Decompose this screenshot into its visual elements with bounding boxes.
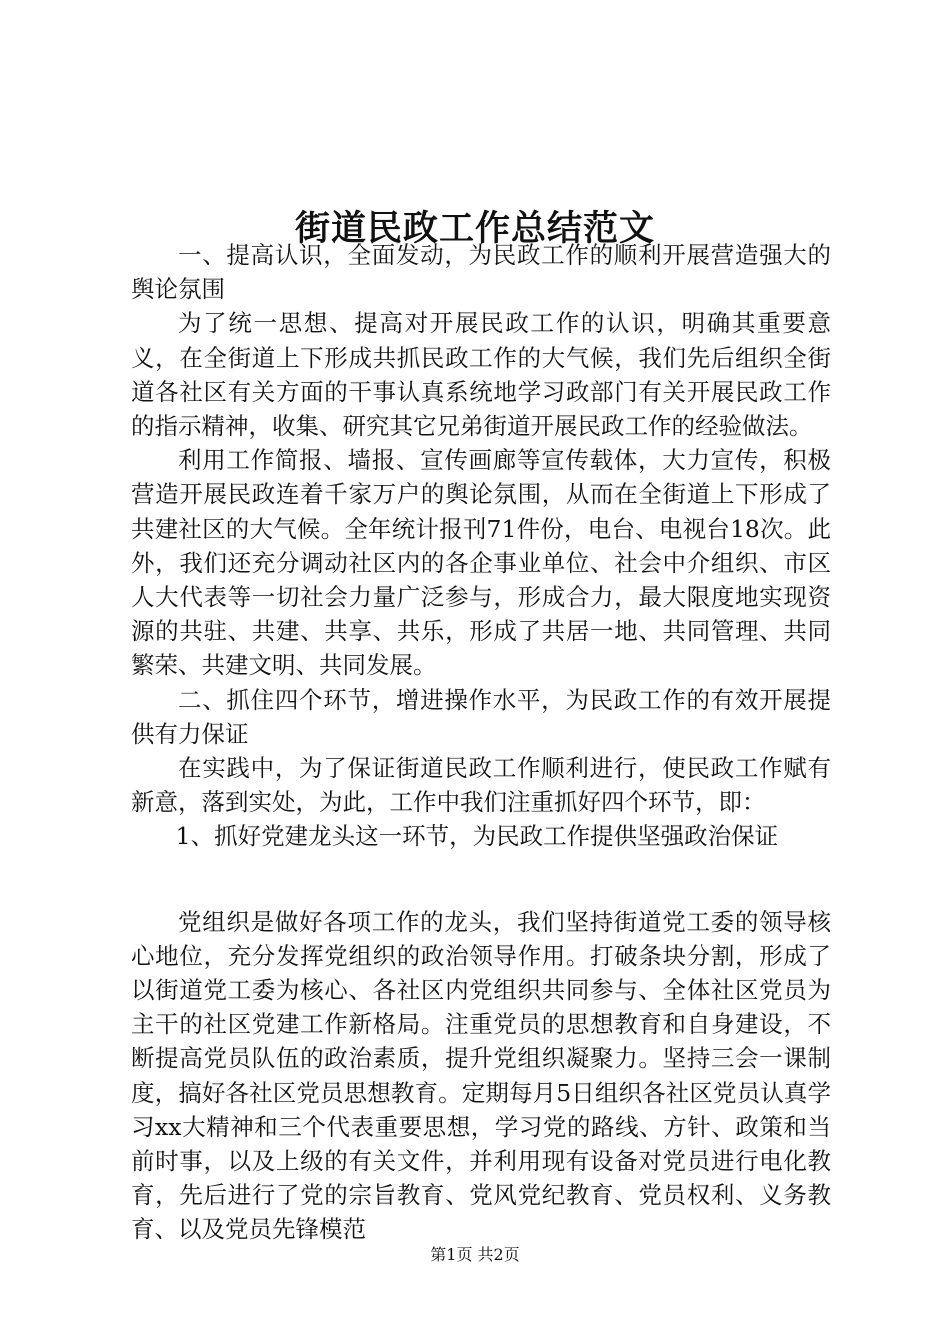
paragraph: 为了统一思想、提高对开展民政工作的认识，明确其重要意义，在全街道上下形成共抓民政工作的大气候，我们先后组织全街道各社区有关方面的干事认真系统地学习政部门有关开展民政工作的指示精神，收集、研究其它兄弟街道开展民政工作的经验做法。 [131,309,831,441]
list-item-heading: 1、抓好党建龙头这一环节，为民政工作提供坚强政治保证 [175,822,779,851]
document-title: 街道民政工作总结范文 [294,208,655,250]
document-body [131,238,831,1247]
paragraph: 在实践中，为了保证街道民政工作顺利进行，使民政工作赋有新意，落到实处，为此，工作中我们注重抓好四个环节，即： [131,754,831,817]
paragraph: 党组织是做好各项工作的龙头，我们坚持街道党工委的领导核心地位，充分发挥党组织的政治领导作用。打破条块分割，形成了以街道党工委为核心、各社区内党组织共同参与、全体社区党员为主干的社区党建工作新格局。注重党员的思想教育和自身建设，不断提高党员队伍的政治素质，提升党组织凝聚力。坚持三会一课制度，搞好各社区党员思想教育。定期每月5日组织各社区党员认真学习xx大精神和三个代表重要思想，学习党的路线、方针、政策和当前时事，以及上级的有关文件，并利用现有设备对党员进行电化教育，先后进行了党的宗旨教育、党风党纪教育、党员权利、义务教育、以及党员先锋模范 [131,907,831,1244]
paragraph: 利用工作简报、墙报、宣传画廊等宣传载体，大力宣传，积极营造开展民政连着千家万户的舆论氛围，从而在全街道上下形成了共建社区的大气候。全年统计报刊71件份，电台、电视台18次。此外，我们还充分调动社区内的各企事业单位、社会中介组织、市区人大代表等一切社会力量广泛参与，形成合力，最大限度地实现资源的共驻、共建、共享、共乐，形成了共居一地、共同管理、共同繁荣、共建文明、共同发展。 [131,446,831,680]
page-footer: 第1页 共2页 [430,1245,520,1264]
section-heading-1: 一、提高认识，全面发动，为民政工作的顺利开展营造强大的舆论氛围 [131,241,831,304]
section-heading-2: 二、抓住四个环节，增进操作水平，为民政工作的有效开展提供有力保证 [131,685,831,748]
